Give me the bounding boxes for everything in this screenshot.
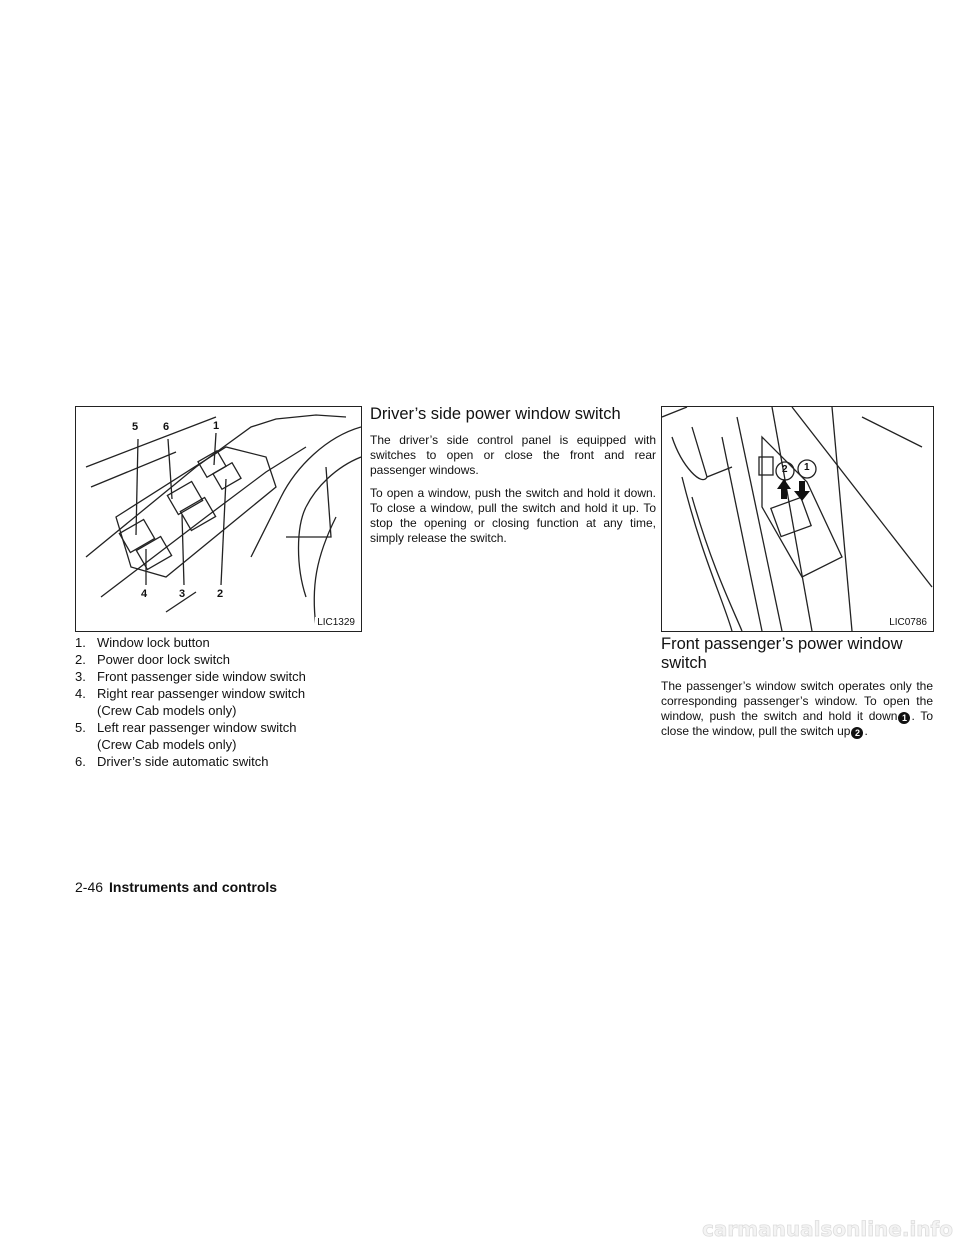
legend-item: 3. Front passenger side window switch — [75, 669, 306, 684]
legend-item-note: (Crew Cab models only) — [97, 703, 237, 718]
legend-item: 1. Window lock button — [75, 635, 210, 650]
passenger-window-paragraph: The passenger’s window switch operates only the corresponding passenger’s window. To open the window, push the switch and hold it down 1 . To close the window, pull the switch up 2 . — [661, 679, 934, 738]
callout-2: 2 — [217, 588, 224, 600]
callout-2: 2 — [782, 464, 788, 475]
figure-code: LIC0786 — [889, 617, 927, 628]
marker-1: 1 — [898, 712, 910, 724]
legend-item: 2. Power door lock switch — [75, 652, 230, 667]
figure-code: LIC1329 — [317, 617, 355, 628]
callout-6: 6 — [163, 421, 170, 433]
legend-item-note: (Crew Cab models only) — [97, 737, 237, 752]
drivers-window-heading: Driver’s side power window switch — [370, 405, 621, 423]
callout-3: 3 — [179, 588, 186, 600]
drivers-window-paragraph-2: To open a window, push the switch and hold it down. To close a window, pull the switch and hold it up. To stop the opening or closing function at any time, simply release the switch. — [370, 486, 656, 545]
callout-1: 1 — [213, 420, 220, 432]
legend-item: 6. Driver’s side automatic switch — [75, 754, 269, 769]
figure-legend — [75, 634, 365, 770]
page-number: 2-46 — [75, 879, 104, 895]
passenger-switch-illustration — [662, 407, 933, 631]
svg-text:carmanualsonline.info: carmanualsonline.info — [702, 1217, 953, 1241]
figure-passenger-switch — [661, 406, 934, 632]
callout-5: 5 — [132, 421, 139, 433]
legend-item: 5. Left rear passenger window switch — [75, 720, 297, 735]
page-footer — [75, 879, 277, 895]
legend-item: 4. Right rear passenger window switch — [75, 686, 306, 701]
callout-4: 4 — [141, 588, 148, 600]
section-title: Instruments and controls — [109, 879, 278, 895]
figure-window-switch-panel — [75, 406, 362, 632]
marker-2: 2 — [851, 727, 863, 739]
passenger-window-heading: Front passenger’s power window switch — [661, 635, 903, 672]
drivers-window-paragraph-1: The driver’s side control panel is equipped with switches to open or close the front and rear passenger windows. — [370, 433, 656, 477]
callout-1: 1 — [804, 462, 810, 473]
watermark — [0, 1216, 960, 1242]
